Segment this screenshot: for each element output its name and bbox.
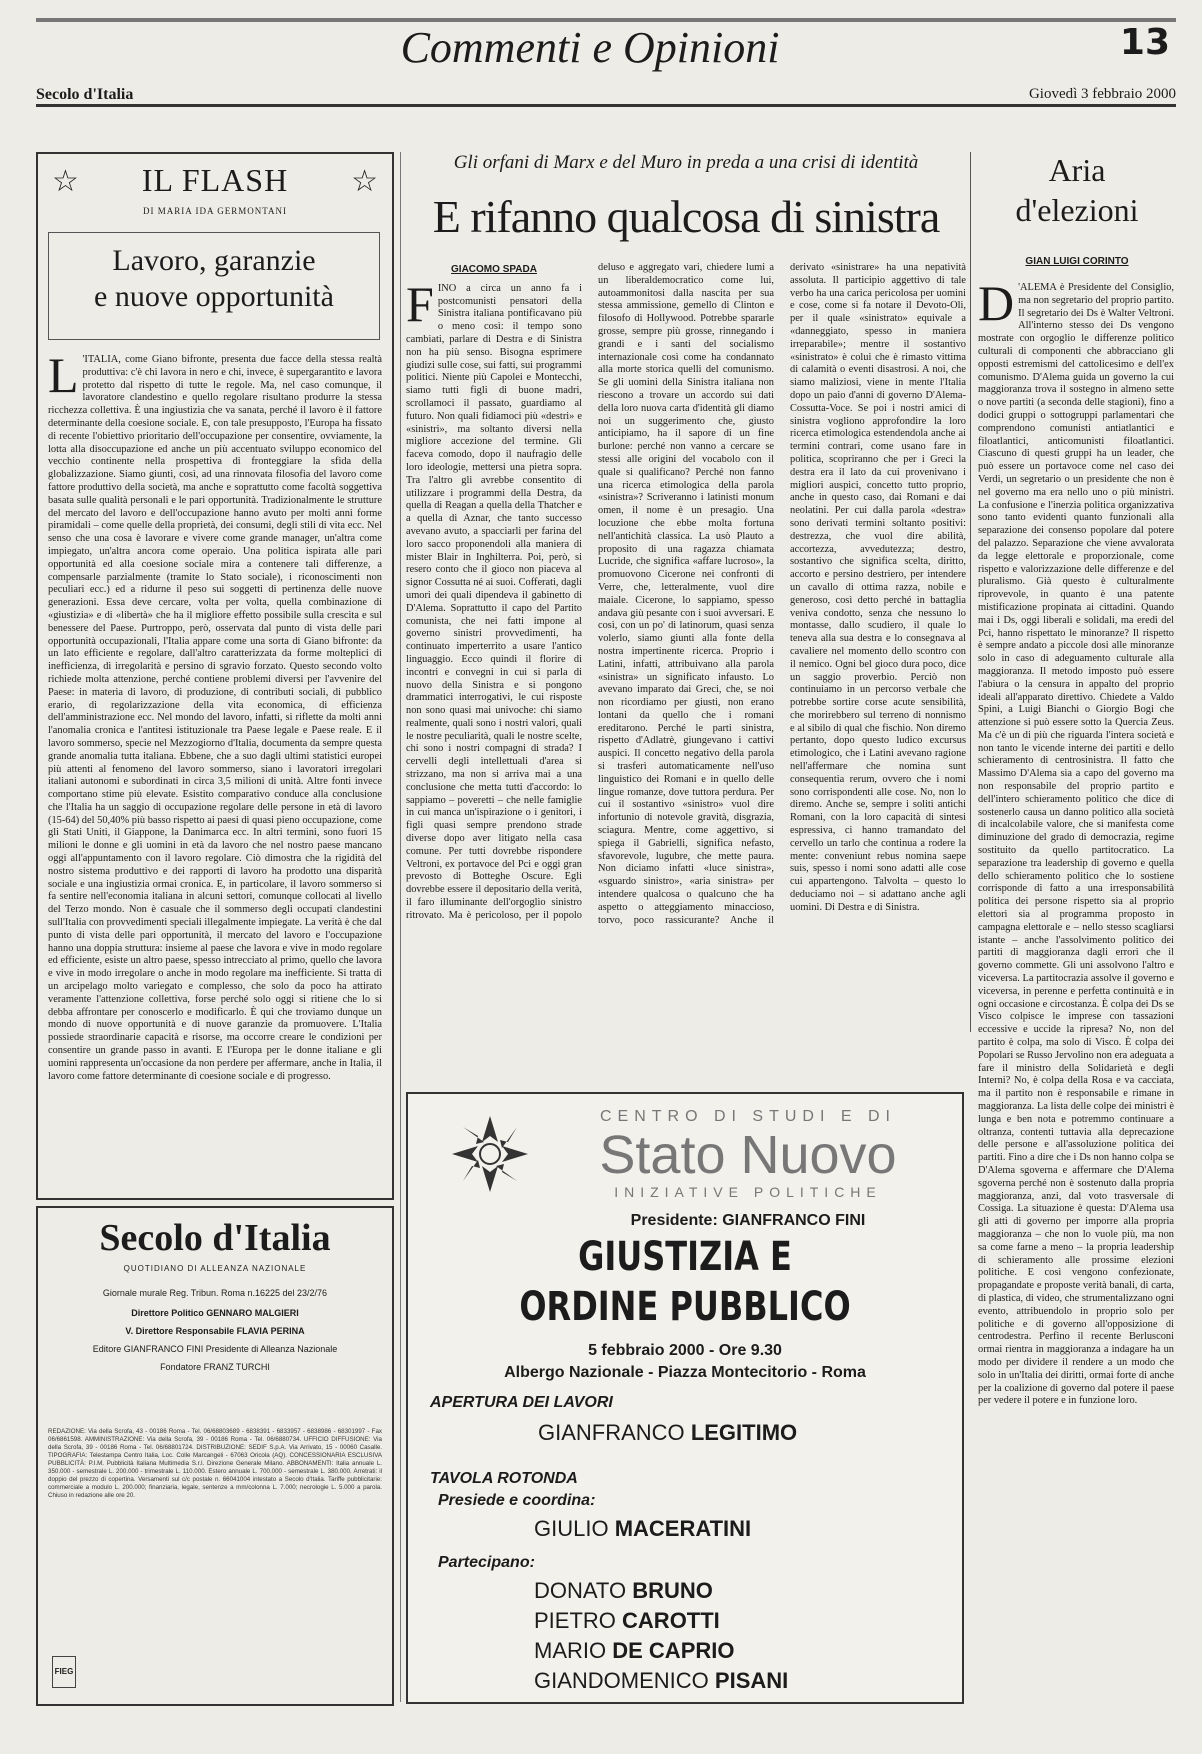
ad-iniziative: INIZIATIVE POLITICHE xyxy=(614,1184,882,1200)
star-icon: ☆ xyxy=(351,165,378,198)
speaker-last: PISANI xyxy=(714,1668,789,1693)
ad-title-line1: GIUSTIZIA E xyxy=(578,1234,792,1280)
right-title-line1: Aria xyxy=(1048,152,1106,188)
publisher: Editore GIANFRANCO FINI Presidente di Alleanza Nazionale xyxy=(92,1344,338,1354)
speaker-first: MARIO xyxy=(534,1638,607,1663)
participant xyxy=(534,1638,735,1664)
flash-author: DI MARIA IDA GERMONTANI xyxy=(142,206,288,216)
ad-stato-nuovo: Stato Nuovo xyxy=(599,1125,897,1185)
participant xyxy=(534,1668,788,1694)
secolo-subtitle: QUOTIDIANO DI ALLEANZA NAZIONALE xyxy=(123,1264,307,1273)
ad-title-line2: ORDINE PUBBLICO xyxy=(519,1284,851,1330)
ad-centro: CENTRO DI STUDI E DI xyxy=(599,1108,896,1125)
header-rule xyxy=(36,104,1176,107)
flash-title: IL FLASH xyxy=(141,162,289,198)
page-number: 13 xyxy=(1119,22,1170,63)
tavola-label: TAVOLA ROTONDA xyxy=(430,1470,578,1487)
ad-date: 5 febbraio 2000 - Ore 9.30 xyxy=(588,1342,782,1359)
speaker-last: LEGITIMO xyxy=(690,1420,798,1445)
flash-column xyxy=(36,152,394,1200)
partecipano-label: Partecipano: xyxy=(438,1554,535,1571)
founder: Fondatore FRANZ TURCHI xyxy=(160,1362,270,1372)
presidente-name: GIANFRANCO FINI xyxy=(722,1212,866,1229)
presiede-label: Presiede e coordina: xyxy=(438,1492,596,1509)
director: Direttore Politico GENNARO MALGIERI xyxy=(131,1308,299,1318)
speaker-last: CAROTTI xyxy=(622,1608,720,1633)
registration: Giornale murale Reg. Tribun. Roma n.16225 del 23/2/76 xyxy=(102,1288,328,1298)
vice-director: V. Direttore Responsabile FLAVIA PERINA xyxy=(125,1326,305,1336)
right-body-text: 'ALEMA è Presidente del Consiglio, ma non segretario del proprio partito. Il segretario dei Ds è Walter Veltroni. All'interno stesso dei Ds vengono mostrate con orgoglio le differenze politico culturali di componenti che abbracciano gli opposti estremismi del cattolicesimo e dell'ex comunismo. D'Alema guida un governo la cui maggioranza trova il sostegno in almeno sette o nove partiti (a seconda delle stagioni), fino a dodici gruppi o sottogruppi parlamentari che comprendono comunisti antiatlantici e filoatlantici, anticomunisti filoatlantici. Ciascuno di questi gruppi ha un leader, che può essere un portavoce come nel caso dei Verdi, un segretario o un presidente che non è nel governo ma era nello uno o più ministri. La confusione e l'inerzia politica organizzativa sono tanto evidenti quanto funzionali alla separazione dei consenso popolare dal potere del palazzo. Separazione che viene avvalorata da legge elettorale e proporzionale, come rispetto e valorizzazione delle differenze e del pluralismo. Già questo è culturalmente riprovevole, in quanto è una patente mistificazione propinata ai cittadini. Quando mai i Ds, oggi liberali e solidali, ma eredi del Pci, hanno rispettato le minoranze? Il rispetto è sempre andato a piccole dosi alle minoranze solo in caso di adeguamento culturale alla maggioranza. Il metodo imposto può essere l'abiura o la censura in appalto del proprio ideali all'apparato direttivo. Chiedete a Valdo Spini, a Luigi Bianchi o Giorgio Bogi che attenzione si può essere sotto la Quercia Zeus. Ma c'è un di più che riguarda l'intera società e non tanto le vicende interne dei partiti e dello schieramento di centrosinistra. Il fatto che Massimo D'Alema sia a capo del governo ma non responsabile del proprio partito e dell'intero schieramento politico che dice di sostenerlo causa un danno politico alla società di incalcolabile valore, che si manifesta come diminuzione del grado di democrazia, regime sostituito da quello partitocratico. La separazione tra leadership di governo e quella dello schieramento politico che lo sostiene corrisponde di fatto a una irresponsabilità politica dei persone rispetto sia al proprio elettori sia al programma proposto in campagna elettorale e – nello stesso scagliarsi istante – anche l'assolvimento politico dei partiti di maggioranza dagli errori che il governo commette. Gli uni assolvono l'altro e viceversa. La partitocrazia assolve il governo e viceversa, in perenne e perfetta continuità e in ogni occasione e circostanza. È colpa dei Ds se Visco colpisce le imprese con tassazioni eccessive e uccide la ripresa? No, non del partito è colpa, ma solo di Visco. È colpa dei Popolari se Russo Jervolino non era adeguata a fare il ministro della Solidarietà e degli Interni? No, è colpa della Rosa e va cacciata, ma il partito non è responsabile e rimane in maggioranza. La lista delle colpe dei ministri è lunga e ben nota e potremmo continuare a oltranza, contenti tuttavia alla deprecazione delle persone e all'assoluzione politica dei partiti. Fino a dire che i Ds non hanno colpa se D'Alema sgoverna e affermare che D'Alema sgoverna perché non è sostenuto dalla propria maggioranza, anzi, dal voto trasversale di Cossiga. La situazione è questa: D'Alema usa gli atti di governo per imporre alla propria maggioranza – che non lo vuole più, ma non sa come farne a meno – la propria leadership di schieramento alle prossime elezioni politiche. E così vengono confezionate, propagandate e proposte verità banali, di carta, di plastica, di video, che strumentalizzano ogni evento, attribuendolo in proprio solo per politiche e di governo all'opposizione di centrodestra. Perfino il recente Berlusconi ormai rientra in maggioranza a indagare ha un modo per dividere il rendere a un modo che solo in un'Italia dei diritti, ormai forte di anche per la coalizione di governo dal potere il paese per vedere il potere e in funzione loro. xyxy=(978,282,1174,1407)
issue-date: Giovedì 3 febbraio 2000 xyxy=(1028,86,1176,102)
dropcap: F xyxy=(406,275,434,332)
article-kicker: Gli orfani di Marx e del Muro in preda a una crisi di identità xyxy=(453,152,919,173)
speaker-first: GIULIO xyxy=(534,1516,609,1541)
apertura-label: APERTURA DEI LAVORI xyxy=(430,1394,613,1411)
flash-headline-line2: e nuove opportunità xyxy=(94,280,334,313)
article-body xyxy=(406,262,966,1032)
speaker-first: DONATO xyxy=(534,1578,627,1603)
participant xyxy=(534,1578,713,1604)
speaker-last: DE CAPRIO xyxy=(612,1638,735,1663)
article-title: E rifanno qualcosa di sinistra xyxy=(432,191,940,242)
speaker-last: BRUNO xyxy=(632,1578,713,1603)
speaker-first: PIETRO xyxy=(534,1608,616,1633)
paper-name: Secolo d'Italia xyxy=(36,86,134,103)
stato-nuovo-logo-icon xyxy=(448,1112,532,1196)
speaker-first: GIANDOMENICO xyxy=(534,1668,709,1693)
right-title-line2: d'elezioni xyxy=(1015,192,1139,228)
ad-presidente xyxy=(558,1212,938,1230)
section-title: Commenti e Opinioni xyxy=(400,23,780,72)
right-article-body xyxy=(978,282,1174,1702)
colophon-fine-print: REDAZIONE: Via della Scrofa, 43 - 00186 Roma - Tel. 06/68803689 - 6838391 - 6833957 - 6838986 - 68301997 - Fax 06/6861598. AMMINISTRAZIONE: Via della Scrofa, 39 - 00186 Roma - Tel. 06/6880734. UFFICIO DIFFUSIONE: Via della Scrofa, 39 - 00186 Roma - Tel. 06/68801724. DISTRIBUZIONE: SEDIF S.p.A. Via Arrivato, 15 - 00060 Casalle. TIPOGRAFIA: Telestampa Centro Italia, Loc. Colle Marcangeli - 67063 Oricola (AQ). CONCESSIONARIA ESCLUSIVA PUBBLICITÀ: P.I.M. Pubblicità Italiana Multimedia S.r.l. Direzione Generale Milano. ABBONAMENTI: Italia annuale L. 350.000 - semestrale L. 200.000 - trimestrale L. 110.000. Estero annuale L. 700.000 - semestrale L. 380.000. Arretrati: il doppio del prezzo di copertina. Versamenti sul c/c postale n. 66041004 intestato a Secolo d'Italia. Tariffe pubblicitarie: commerciale a modulo L. 200.000; finanziaria, legale, sentenze a mm/colonna L. 7.000; necrologie L. 5.000 a parola. Chiuso in redazione alle ore 20. xyxy=(48,1428,382,1499)
presidente-label: Presidente: xyxy=(630,1212,718,1229)
ad-venue: Albergo Nazionale - Piazza Montecitorio - Roma xyxy=(504,1364,866,1381)
column-divider xyxy=(400,152,401,1702)
right-article-title xyxy=(978,150,1176,230)
dropcap: L xyxy=(48,354,79,403)
apertura-speaker xyxy=(538,1420,797,1446)
star-icon: ☆ xyxy=(52,165,79,198)
speaker-last: MACERATINI xyxy=(614,1516,752,1541)
fieg-logo: FIEG xyxy=(52,1656,76,1688)
flash-headline xyxy=(49,243,379,315)
flash-body-text: 'ITALIA, come Giano bifronte, presenta due facce della stessa realtà produttiva: c'è chi lavora in nero e chi, invece, è supergarantito e lavora protetto dal rispetto di tutte le regole. Ma, nel caso comunque, il lavoratore clandestino e quello regolare risultano produrre la stessa ricchezza collettiva. È una ingiustizia che va sanata, perché il lavoro è il fattore determinante della coesione sociale. E, con tale presupposto, l'Europa ha fissato di recente l'obiettivo prioritario dell'occupazione per consentire, ovviamente, la lotta alla disoccupazione ed anche un più accentuato sviluppo economico del vecchio continente nella prospettiva di fronteggiare la sfida della globalizzazione. Siamo giunti, così, ad una rinnovata filosofia del lavoro come fattore produttivo della società, ma anche e soprattutto come facoltà soggettiva basata sulle qualità personali e le pari opportunità. Tradizionalmente le strutture del mercato del lavoro e dell'occupazione hanno avuto per molti anni forme piramidali – come quelle della proprietà, dei consumi, degli stili di vita ecc. Nel senso che una cosa è lavorare e vivere come grande manager, un'altra come impiegato, un'altra ancora come operaio. Una politica ispirata alle pari opportunità ed alla coesione sociale mira a contenere tali differenze, a compensarle parzialmente (tramite lo Stato sociale), i riconoscimenti non peculiari ecc.) ed a ridurne il peso sui soggetti di pertinenza delle nuove generazioni. Essa deve cercare, volta per volta, quella combinazione di «giustizia» e di «libertà» che ha il migliore effetto possibile sulla crescita e sul benessere del Paese. Purtroppo, però, osservata dal punto di vista delle pari opportunità occupazionali, l'Italia appare come una sorta di Giano bifronte: da un lato efficiente e regolare, dall'altro caratterizzata da forme molteplici di inefficienza, di irregolarità e persino di sgravio forzato. Questo secondo volto richiede molta attenzione, perché contiene problemi diversi per l'avvenire del Paese: in materia di lavoro, di produzione, di contributi sociali, di pubblico erario, di regolarizzazione della vita economica, di efficienza dell'amministrazione ecc. Nel mondo del lavoro, infatti, si riflette da molti anni l'anomalia cronica e l'antitesi istituzionale tra Paese legale e Paese reale. E il lavoro sommerso, specie nel Mezzogiorno d'Italia, documenta da sempre questa grande anomalia tutta italiana. Ebbene, che a suo dagli ultimi statistici europei più attenti al fenomeno del lavoro sommerso, siano i lavoratori irregolari italiani autonomi e subordinati in circa 3,5 milioni di unità. Altre fonti invece comportano stime più elevate. Esistito comparativo conduce alla conclusione che l'Italia ha un saggio di occupazione regolare delle persone in età di lavoro (15-64) del 50,40% più basso rispetto ai paesi di quasi pieno occupazione, come gli Stati Uniti, il Giappone, la Danimarca ecc. In altri termini, sono fuori 15 milioni le donne e gli uomini in età da lavoro che nel nostro paese mancano oggi all'appuntamento con il lavoro regolare. Ciò dimostra che la rigidità del nostro sistema produttivo e dei rapporti di lavoro ha prodotto una disparità sociale e una ingiustizia ormai cronica. E, in particolare, il lavoro sommerso si fa sentire nell'economia italiana in alcuni settori, comunque collocati al livello del Terzo mondo. Non è casuale che il sommerso degli occupati clandestini sull'Italia con provvedimenti speciali illegalmente impiegate. La verità è che dal punto di vista delle pari opportunità, il mercato del lavoro e l'occupazione hanno una doppia struttura: insieme al paese che lavora e vive in modo regolare ed efficiente, esiste un altro paese, spesso intrecciato al primo, quello che lavora e vive in modo irregolare o anche in modo regolare ma inefficiente. Si tratta di un arcipelago molto variegato e complesso, che solo da poco ha attirato veramente l'attenzione collettiva, forse perché solo oggi si ritiene che lo si debba affrontare per conoscerlo e modificarlo. È qui che troviamo dunque un mondo di nuove opportunità e di nuove garanzie da promuovere. L'Italia possiede straordinarie capacità e risorse, ma occorre creare le condizioni per consentire un grande passo in avanti. E l'Europa per le donne italiane e gli uomini rappresenta un'occasione da non perdere per affermare, anche in Italia, il lavoro come fattore determinante di coesione sociale e di progresso. xyxy=(48,354,382,1082)
flash-headline-line1: Lavoro, garanzie xyxy=(112,244,316,277)
article-author: GIACOMO SPADA xyxy=(451,264,537,275)
article-body-text: INO a circa un anno fa i postcomunisti pensatori della Sinistra italiana pontificavano più o meno così: il tempo sono cambiati, parlare di Destra e di Sinistra non ha più senso. Bisogna esprimere giudizi sulle cose, sui fatti, sui programmi politici. Niente più Capolei e Montecchi, siamo tutti figli di buone madri, scrollamoci il passato, guardiamo al futuro. Non quali fidiamoci più «destri» e «sinistri», ma soltanto diversi nella migliore accezione del termine. Gli faceva comodo, dopo il naufragio delle loro ideologie, mettersi una pietra sopra. Tra l'altro gli avrebbe consentito di utilizzare i programmi della Destra, da quella di Reagan a quella della Thatcher e a quella di Aznar, che tanto successo avevano avuto, a spacciarli per farina del loro sacco proponendoli alla maniera di mister Blair in Inghilterra. Poi, però, si resero conto che il gioco non piaceva al signor Cossutta né ai suoi. Cofferati, dagli umori dei quali dipendeva il gabinetto di D'Alema. Soprattutto il capo del Partito comunista, che nei fatti impone al governo sinistri provvedimenti, ha continuato imperterrito a usare l'antico linguaggio. Ecco quindi il florire di incontri e convegni in cui si parla di nuovo della Sinistra e si pongono drammatici interrogativi, le cui risposte non sono quasi mai univoche: chi siamo realmente, quali sono i nostri valori, quali le nostre peculiarità, quali le nostre scelte, chi sono i nostri compagni di strada? I cervelli degli intellettuali d'area si strizzano, ma non si arriva mai a una conclusione che metta tutti d'accordo: lo sappiamo – poveretti – che nelle famiglie in cui manca un'ispirazione o i genitori, i figli quasi sempre prendono strade diverse dopo aver litigato nella casa comune. Per tutti dovrebbe rispondere Veltroni, ex portavoce del Pci e oggi gran prevosto di Botteghe Oscure. Egli dovrebbe essere il depositario della verità, il faro illuminante dell'orgoglio sinistro ritrovato. Ma è pericoloso, per il popolo deluso e aggregato vari, chiedere lumi a un liberaldemocratico come lui, autoammonitosi dalla nascita per sua stessa ammissione, gemello di Clinton e filosofo di Hollywood. Potrebbe spararle grosse, sempre più grosse, rinnegando i grandi e i santi del socialismo internazionale così come ha condannato alla morte storica quelli del comunismo. Se gli uomini della Sinistra italiana non riescono a trovare un accordo sui dati della loro nuova carta d'identità gli diamo noi un suggerimento che, giusto anticipiamo, ha il sapore di un fine burlone: perché non vanno a cercare se stessi alle origini del vocabolo con il quale si qualificano? Perché non fanno una ricerca etimologica della parola «sinistra»? Scriveranno i latinisti monum omen, il nome è un presagio. Una locuzione che ebbe molta fortuna nell'antichità classica. La usò Plauto a proposito di una ragazza chiamata Lucride, che significa «affare lucroso», la promuovono Cicerone nei confronti di Verre, che, letteralmente, vuol dire maiale. Cicerone, lo sappiamo, spesso andava giù pesante con i suoi avversari. E così, con un po' di latinorum, quasi senza volerlo, siamo giunti alla fonte della nostra impertinente ricerca. Proprio i Latini, infatti, attribuivano alla parola «sinistra» un significato infausto. Lo avevano imparato dai Greci, che, se noi non ricordiamo per giusti, non erano lontani da quello che i romani ereditarono. Perché le parti sinistra, rispetto d'Adlatrè, giungevano i cattivi auspici. Il concetto negativo della parola si trasferì automaticamente nell'uso linguistico dei Romani e in quello delle lingue romanze, dove tuttora perdura. Per cui il sostantivo «sinistro» vuol dire infortunio di notevole gravità, disgrazia, sciagura. Mentre, come aggettivo, si spiega il Gabrielli, significa nefasto, sfavorevole, lugubre, che mette paura. Non diciamo infatti «luce sinistra», «sguardo sinistro», «aria sinistra» per intendere qualcosa o qualcuno che ha aspetto o atteggiamento minaccioso, torvo, poco rassicurante? Anche il derivato «sinistrare» ha una nepatività assoluta. Il participio aggettivo di tale verbo ha una carica pericolosa per uomini e cose, come si fa notare il Devoto-Oli, per il quale «sinistrato» equivale a «danneggiato, spesso in maniera irreparabile»; mentre il sostantivo «sinistrato» è colui che è rimasto vittima di calamità o eventi disastrosi. A noi, che siamo maliziosi, viene in mente l'Italia dopo un paio d'anni di governo D'Alema-Cossutta-Voce. Se poi i nostri amici di sinistra vogliono approfondire la loro ricerca etimologica estendendola anche ai termini contrari, come usano fare in politica, scopriranno che per i Greci la destra era il lato da cui provenivano i migliori auspici, concetto tutto proprio, anche in questo caso, dai Romani e dai neolatini. Per cui dalla parola «destra» sono derivati termini soltanto positivi: destrezza, che vuol dire abilità, accortezza, avvedutezza; destro, sostantivo che significa scelta, diritto, accorto e persino destriero, per intendere un cavallo di ottima razza, nobile e generoso, così detto perché in battaglia veniva condotto, senza che nessuno lo montasse, dallo scudiero, il quale lo teneva alla sua destra e lo consegnava al cavaliere nel momento dello scontro con il nemico. Ogni bel gioco dura poco, dice un saggio proverbio. Perciò non continuiamo in un percorso verbale che potrebbe sortire corse acute sensibilità, che morirebbero sul terreno di nonnismo e al sibilo di qual che fischio. Non diremo pertanto, dopo questo ludico excursus etimologico, che i Latini avevano ragione nell'affermare che nomina sunt consequentia rerum, ovvero che i nomi sono corrispondenti alle cose. No, non lo diremo. Anche se, sempre i soliti antichi Romani, con la loro capacità di sintesi espressiva, ci hanno tramandato del cervello un tarlo che continua a rodere la mente: conveniunt rebus nomina saepe suis, spesso i nomi sono adatti alle cose cui appartengono. Talvolta – questo lo deduciamo noi – si adattano anche agli uomini. Di Destra e di Sinistra. xyxy=(406,262,966,926)
event-advertisement xyxy=(406,1092,964,1704)
speaker-first: GIANFRANCO xyxy=(538,1420,685,1445)
flash-body xyxy=(48,354,382,1192)
secolo-logo: Secolo d'Italia xyxy=(99,1217,331,1259)
participant xyxy=(534,1608,720,1634)
flash-headline-box xyxy=(48,232,380,340)
presiede-speaker xyxy=(534,1516,751,1542)
masthead-box xyxy=(36,1206,394,1706)
dropcap: D xyxy=(978,282,1015,331)
right-article-author: GIAN LUIGI CORINTO xyxy=(1025,256,1129,267)
column-divider xyxy=(970,152,971,1032)
